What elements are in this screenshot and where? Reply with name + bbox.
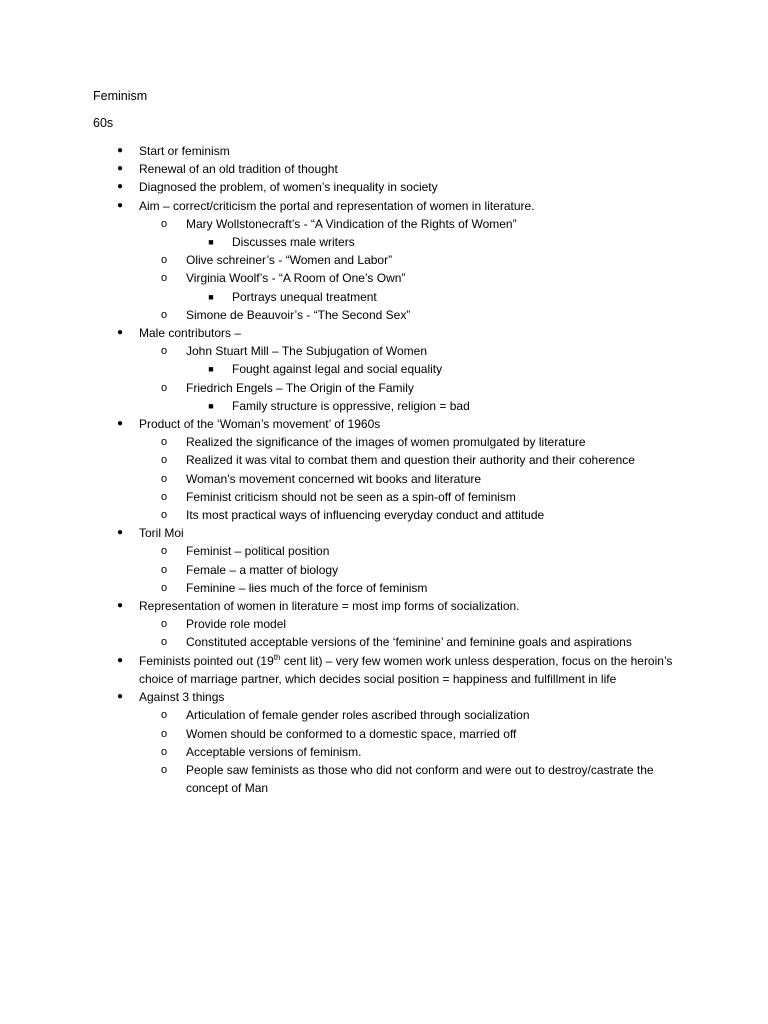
list-item-text: Feminine – lies much of the force of feminism [186,580,428,595]
bullet-circle-icon: o [160,636,168,649]
list-item [0,688,768,706]
bullet-circle-icon: o [160,618,168,631]
bullet-square-icon: ■ [208,237,214,248]
list-item-text: Provide role model [186,617,287,632]
list-item [0,397,768,415]
list-item-text: Realized it was vital to combat them and question their authority and their coherence [186,453,635,468]
list-item [0,743,768,761]
list-item-text: Friedrich Engels – The Origin of the Family [186,380,414,395]
bullet-dot-icon: ● [116,527,124,539]
list-item [0,561,768,579]
bullet-square-icon: ■ [208,364,214,375]
list-item [0,506,768,524]
bullet-circle-icon: o [160,545,168,558]
bullet-circle-icon: o [160,217,168,230]
section-heading: 60s [93,116,114,130]
bullet-dot-icon: ● [116,327,124,339]
list-item [0,488,768,506]
list-item-text: Olive schreiner’s - “Women and Labor” [186,253,393,268]
list-item-text: Women should be conformed to a domestic space, married off [186,726,517,741]
list-item [0,524,768,542]
list-item-text: Woman’s movement concerned wit books and literature [186,471,482,486]
list-item [0,342,768,360]
bullet-circle-icon: o [160,381,168,394]
list-item-text: Diagnosed the problem, of women’s inequality in society [139,180,438,195]
list-item [0,415,768,433]
list-item [0,597,768,615]
list-item-text: Renewal of an old tradition of thought [139,162,338,177]
bullet-dot-icon: ● [116,691,124,703]
list-item [0,633,768,651]
list-item [0,178,768,196]
list-item-text: Acceptable versions of feminism. [186,744,362,759]
list-item-text: Start or feminism [139,144,230,158]
list-item [0,160,768,178]
list-item [0,652,768,688]
bullet-circle-icon: o [160,563,168,576]
list-item [0,579,768,597]
list-item-text: Family structure is oppressive, religion = bad [232,398,470,413]
bullet-circle-icon: o [160,745,168,758]
list-item [0,470,768,488]
bullet-circle-icon: o [160,763,168,776]
bullet-circle-icon: o [160,272,168,285]
list-item-text: Aim – correct/criticism the portal and representation of women in literature. [139,198,535,213]
list-item [0,360,768,378]
bullet-square-icon: ■ [208,291,214,302]
list-item-text: Female – a matter of biology [186,562,339,577]
list-item-text: Fought against legal and social equality [232,362,443,377]
list-item-text: Product of the ‘Woman’s movement’ of 1960s [139,417,381,432]
list-item-text: Mary Wollstonecraft’s - “A Vindication of the Rights of Women” [186,216,517,231]
bullet-circle-icon: o [160,345,168,358]
list-item-text: Constituted acceptable versions of the ‘feminine’ and feminine goals and aspirations [186,635,632,650]
list-item [0,288,768,306]
list-item-text: Its most practical ways of influencing everyday conduct and attitude [186,508,545,523]
list-item [0,324,768,342]
list-item [0,761,768,797]
bullet-circle-icon: o [160,436,168,449]
list-item [0,142,768,160]
list-item [0,615,768,633]
bullet-circle-icon: o [160,472,168,485]
list-item-text: Feminist – political position [186,544,330,559]
list-item [0,306,768,324]
list-item [0,379,768,397]
document-title: Feminism [93,89,148,103]
bullet-dot-icon: ● [116,181,124,193]
bullet-circle-icon: o [160,454,168,467]
bullet-circle-icon: o [160,727,168,740]
list-item [0,542,768,560]
list-item-text: Discusses male writers [232,235,355,250]
bullet-circle-icon: o [160,308,168,321]
bullet-dot-icon: ● [116,654,124,666]
list-item-text: Against 3 things [139,690,225,705]
list-item-text: People saw feminists as those who did not conform and were out to destroy/castrate the concept of Man [186,762,654,796]
list-item-text: Toril Moi [139,526,184,541]
list-item [0,269,768,287]
list-item [0,451,768,469]
list-item [0,706,768,724]
list-item-text: Portrays unequal treatment [232,289,377,304]
bullet-circle-icon: o [160,709,168,722]
list-item [0,725,768,743]
list-item [0,215,768,233]
list-item [0,233,768,251]
list-item-text: Articulation of female gender roles ascribed through socialization [186,708,530,723]
list-item-text: John Stuart Mill – The Subjugation of Women [186,344,428,359]
list-item-text: Representation of women in literature = most imp forms of socialization. [139,599,520,614]
outline-list [0,142,768,797]
list-item [0,197,768,215]
list-item-text: Simone de Beauvoir’s - “The Second Sex” [186,307,411,322]
list-item [0,433,768,451]
bullet-circle-icon: o [160,509,168,522]
bullet-dot-icon: ● [116,600,124,612]
bullet-circle-icon: o [160,490,168,503]
bullet-dot-icon: ● [116,163,124,175]
list-item-text: Feminists pointed out (19th cent lit) – very few women work unless desperation, focus on the heroin’s choice of marriage partner, which decides social position = happiness and fulfillment in life [139,652,673,686]
list-item-text: Feminist criticism should not be seen as a spin-off of feminism [186,489,516,504]
list-item-text: Virginia Woolf’s - “A Room of One’s Own” [186,271,406,286]
bullet-circle-icon: o [160,254,168,267]
bullet-circle-icon: o [160,581,168,594]
bullet-dot-icon: ● [116,418,124,430]
superscript: th [273,652,281,662]
list-item [0,251,768,269]
bullet-square-icon: ■ [208,400,214,411]
list-item-text: Realized the significance of the images of women promulgated by literature [186,435,586,450]
list-item-text: Male contributors – [139,326,242,341]
bullet-dot-icon: ● [116,199,124,211]
bullet-dot-icon: ● [116,145,124,156]
